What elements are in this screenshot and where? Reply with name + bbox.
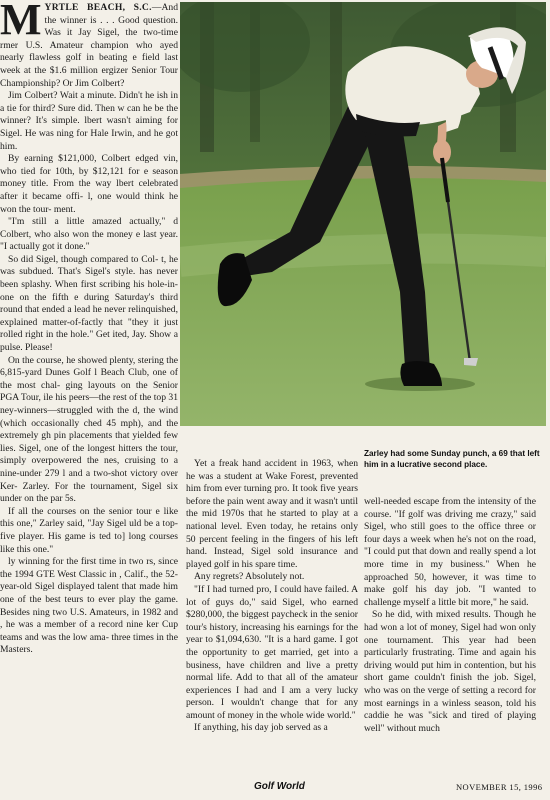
paragraph: So did Sigel, though compared to Col- t, he was subdued. That's Sigel's style. has never been splashy. When first scribing his hole-in-one on the fifth e during Saturday's third round that ended a lead he never relinquished, explained matter-of-factly that "they it just rolled right in the hole." Get ited, Jay. Show a pulse. Please! <box>0 253 178 354</box>
paragraph: Any regrets? Absolutely not. <box>194 571 305 583</box>
paragraph: "I'm still a little amazed actually," d Colbert, who also won the money e last year. "I actually got it done." <box>0 216 178 253</box>
drop-cap: M <box>0 2 42 44</box>
paragraph: So he did, with mixed results. Though he had won a lot of money, Sigel had won only one tournament. This year had been particularly frustrating. Time and again his driving would put him in contention, but his short game couldn't finish the job. Sigel, who was on the verge of setting a record for most earnings in a winless season, told his caddie he was "sick and tired of playing well" without much <box>364 609 536 734</box>
paragraph: On the course, he showed plenty, stering the 6,815-yard Dunes Golf l Beach Club, one of the most chal- ging layouts on the Senior PGA Tour, ile his peers—the rest of the top 31 ney-winners—struggled with the d, the wind (which occasionally ched 45 mph), and the extremely gh pin placements that yielded few lies. Sigel, one of the longest hitters the tour, simply overpowered the nes, cruising to a nine-under 279 l and a two-shot victory over Ker- Zarley. For the tournament, Sigel six under on the par 5s. <box>0 354 178 505</box>
paragraph: If anything, his day job served as a <box>194 722 328 734</box>
dateline: YRTLE BEACH, S.C. <box>44 2 152 13</box>
paragraph: By earning $121,000, Colbert edged vin, who tied for 10th, by $12,121 for e season money title. From the way lbert celebrated after it became offi- l, one would think he won the tour- ment. <box>0 153 178 215</box>
golfer-photo <box>180 2 546 426</box>
paragraph: "If I had turned pro, I could have failed. A lot of guys do," said Sigel, who earned $280,000, the biggest paycheck in the senior tour's history, increasing his earnings for the year to $1,094,630. "It is a hard game. I got the opportunity to get married, get into a business, have children and live a pretty normal life. Add to that all of the amateur experiences I had and I am a very lucky person. I wouldn't change that for any amount of money in the whole wide world." <box>186 583 358 721</box>
photo-caption: Zarley had some Sunday punch, a 69 that left him in a lucrative second place. <box>364 449 540 469</box>
paragraph: Yet a freak hand accident in 1963, when he was a student at Wake Forest, prevented him from ever turning pro. It took five years before the pain went away and it wasn't until the mid 1970s that he started to play at a national level. Even today, he retains only 50 percent feeling in the fingers of his left hand. Instead, Sigel sold insurance and played golf in his spare time. <box>186 458 358 570</box>
paragraph: Jim Colbert? Wait a minute. Didn't he ish in a tie for third? Sure did. Then w can he be the winner? It's simple. lbert wasn't aiming for Sigel. He was ning for Hale Irwin, and he got him. <box>0 90 178 152</box>
article-column-left <box>0 2 178 752</box>
paragraph: If all the courses on the senior tour e like this one," Zarley said, "Jay Sigel uld be a top-five player. His game is ted to] long courses like this one." <box>0 505 178 555</box>
article-column-right <box>364 496 536 780</box>
article-column-middle <box>186 458 358 780</box>
issue-date: NOVEMBER 15, 1996 <box>456 782 543 792</box>
lead-paragraph <box>0 2 178 90</box>
publication-name: Golf World <box>254 781 305 792</box>
paragraph-text: —And the winner is . . . Good question. Was it Jay Sigel, the two-time rmer U.S. Amateur champion who ayed nearly flawless golf in beating e field last week at the $1.6 million ergizer Senior Tour Championship? Or Jim Colbert? <box>0 2 178 89</box>
paragraph: ly winning for the first time in two rs, since the 1994 GTE West Classic in , Calif., the 52-year-old Sigel displayed talent that made him one of the best teurs to ever play the game. Besides ning two U.S. Amateurs, in 1982 and , he was a member of a record nine ker Cup teams and was the low ama- three times in the Masters. <box>0 556 178 656</box>
paragraph: well-needed escape from the intensity of the course. "If golf was driving me crazy," said Sigel, who still goes to the office three or four days a week when he's not on the road, "I could put that down and really spend a lot more time in my business." When he approached 50, however, it was time to make golf his day job. "I wanted to challenge myself a little bit more," he said. <box>364 496 536 608</box>
